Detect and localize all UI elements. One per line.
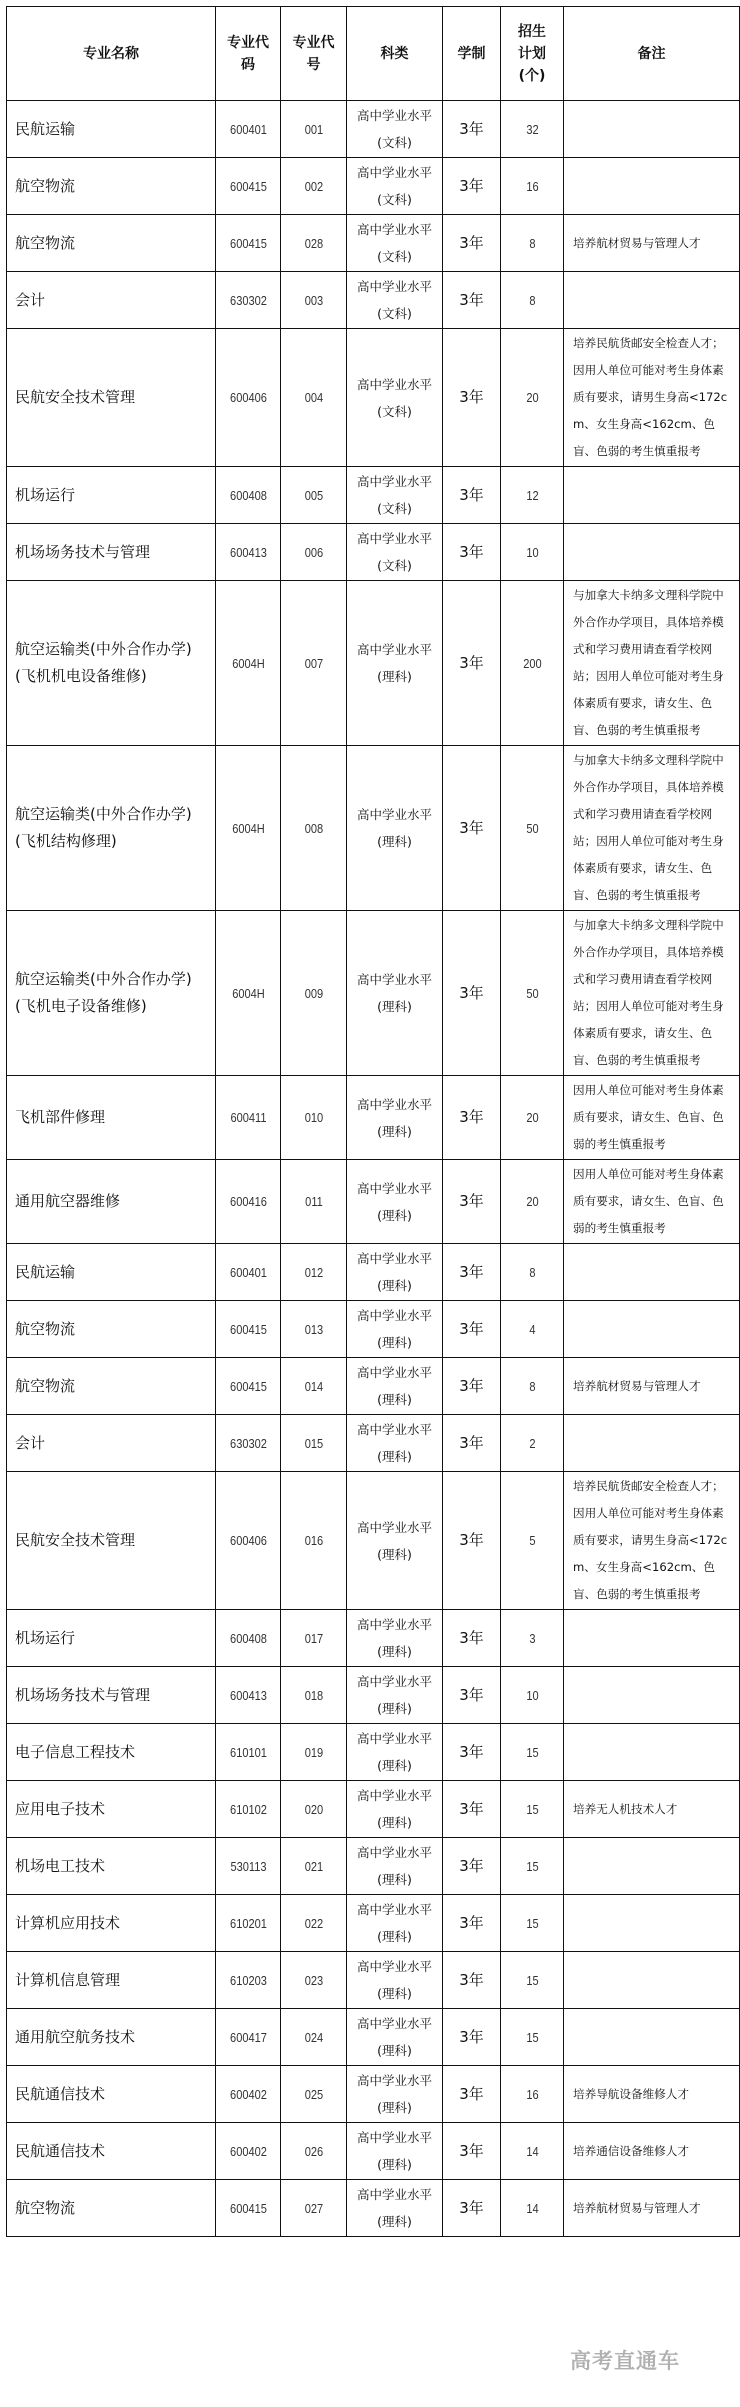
cell-category: 高中学业水平(理科) — [347, 1610, 443, 1667]
cell-duration: 3年 — [443, 1895, 501, 1952]
table-row — [7, 2009, 740, 2066]
cell-remark — [564, 101, 740, 158]
table-row — [7, 467, 740, 524]
cell-no: 019 — [285, 1724, 341, 1781]
table-row — [7, 1838, 740, 1895]
cell-duration: 3年 — [443, 467, 501, 524]
cell-duration: 3年 — [443, 2180, 501, 2237]
cell-name: 机场运行 — [7, 467, 216, 524]
cell-plan: 8 — [505, 215, 559, 272]
cell-remark — [564, 1724, 740, 1781]
cell-remark — [564, 1301, 740, 1358]
cell-no: 014 — [285, 1358, 341, 1415]
cell-no: 027 — [285, 2180, 341, 2237]
cell-code: 610101 — [220, 1724, 275, 1781]
cell-plan: 15 — [505, 1895, 559, 1952]
cell-name: 航空物流 — [7, 215, 216, 272]
cell-name: 航空物流 — [7, 1358, 216, 1415]
cell-remark — [564, 1667, 740, 1724]
cell-category: 高中学业水平(文科) — [347, 215, 443, 272]
cell-no: 006 — [285, 524, 341, 581]
table-row — [7, 215, 740, 272]
cell-plan: 10 — [505, 1667, 559, 1724]
cell-duration: 3年 — [443, 1076, 501, 1160]
cell-category: 高中学业水平(文科) — [347, 329, 443, 467]
cell-code: 600413 — [220, 1667, 275, 1724]
cell-duration: 3年 — [443, 215, 501, 272]
cell-plan: 20 — [505, 329, 559, 467]
cell-name: 航空物流 — [7, 2180, 216, 2237]
cell-category: 高中学业水平(文科) — [347, 101, 443, 158]
header-remark: 备注 — [564, 7, 740, 101]
cell-code: 600406 — [220, 1472, 275, 1610]
cell-duration: 3年 — [443, 158, 501, 215]
cell-plan: 8 — [505, 1244, 559, 1301]
cell-name: 通用航空器维修 — [7, 1160, 216, 1244]
cell-remark: 培养无人机技术人才 — [564, 1781, 740, 1838]
cell-remark — [564, 467, 740, 524]
cell-code: 600401 — [220, 1244, 275, 1301]
cell-duration: 3年 — [443, 1415, 501, 1472]
cell-category: 高中学业水平(理科) — [347, 1667, 443, 1724]
cell-no: 010 — [285, 1076, 341, 1160]
cell-code: 600417 — [220, 2009, 275, 2066]
cell-no: 008 — [285, 746, 341, 911]
cell-no: 007 — [285, 581, 341, 746]
cell-duration: 3年 — [443, 329, 501, 467]
cell-name: 会计 — [7, 1415, 216, 1472]
cell-remark: 培养导航设备维修人才 — [564, 2066, 740, 2123]
cell-code: 600402 — [220, 2066, 275, 2123]
cell-duration: 3年 — [443, 2066, 501, 2123]
table-row — [7, 329, 740, 467]
cell-no: 002 — [285, 158, 341, 215]
cell-duration: 3年 — [443, 1160, 501, 1244]
cell-name: 机场电工技术 — [7, 1838, 216, 1895]
header-row — [7, 7, 740, 101]
cell-code: 600415 — [220, 215, 275, 272]
cell-category: 高中学业水平(理科) — [347, 581, 443, 746]
cell-no: 020 — [285, 1781, 341, 1838]
cell-plan: 15 — [505, 1781, 559, 1838]
cell-remark: 与加拿大卡纳多文理科学院中外合作办学项目，具体培养模式和学习费用请查看学校网站；因用人单位可能对考生身体素质有要求，请女生、色盲、色弱的考生慎重报考 — [564, 911, 740, 1076]
cell-code: 600401 — [220, 101, 275, 158]
cell-name: 航空运输类(中外合作办学)(飞机电子设备维修) — [7, 911, 216, 1076]
cell-no: 012 — [285, 1244, 341, 1301]
table-row — [7, 911, 740, 1076]
cell-duration: 3年 — [443, 1472, 501, 1610]
table-row — [7, 2123, 740, 2180]
cell-no: 024 — [285, 2009, 341, 2066]
cell-category: 高中学业水平(理科) — [347, 2066, 443, 2123]
cell-no: 021 — [285, 1838, 341, 1895]
cell-code: 6004H — [220, 911, 275, 1076]
cell-no: 004 — [285, 329, 341, 467]
cell-duration: 3年 — [443, 1724, 501, 1781]
cell-category: 高中学业水平(文科) — [347, 524, 443, 581]
cell-name: 航空运输类(中外合作办学)(飞机结构修理) — [7, 746, 216, 911]
table-row — [7, 1952, 740, 2009]
cell-no: 009 — [285, 911, 341, 1076]
cell-no: 028 — [285, 215, 341, 272]
cell-name: 民航运输 — [7, 1244, 216, 1301]
table-row — [7, 1244, 740, 1301]
cell-code: 6004H — [220, 581, 275, 746]
cell-code: 610102 — [220, 1781, 275, 1838]
cell-no: 016 — [285, 1472, 341, 1610]
cell-name: 机场场务技术与管理 — [7, 524, 216, 581]
cell-remark — [564, 1952, 740, 2009]
cell-plan: 4 — [505, 1301, 559, 1358]
cell-category: 高中学业水平(理科) — [347, 1301, 443, 1358]
cell-no: 015 — [285, 1415, 341, 1472]
cell-plan: 8 — [505, 272, 559, 329]
cell-no: 005 — [285, 467, 341, 524]
cell-no: 022 — [285, 1895, 341, 1952]
cell-category: 高中学业水平(理科) — [347, 746, 443, 911]
cell-plan: 16 — [505, 158, 559, 215]
header-category: 科类 — [347, 7, 443, 101]
cell-name: 航空物流 — [7, 158, 216, 215]
cell-remark — [564, 2009, 740, 2066]
table-row — [7, 158, 740, 215]
cell-code: 6004H — [220, 746, 275, 911]
table-row — [7, 1472, 740, 1610]
cell-name: 航空运输类(中外合作办学)(飞机机电设备维修) — [7, 581, 216, 746]
cell-plan: 5 — [505, 1472, 559, 1610]
cell-category: 高中学业水平(文科) — [347, 158, 443, 215]
cell-plan: 14 — [505, 2123, 559, 2180]
cell-category: 高中学业水平(理科) — [347, 1358, 443, 1415]
table-row — [7, 1724, 740, 1781]
cell-category: 高中学业水平(理科) — [347, 1160, 443, 1244]
table-row — [7, 101, 740, 158]
cell-duration: 3年 — [443, 581, 501, 746]
cell-code: 600406 — [220, 329, 275, 467]
cell-code: 600402 — [220, 2123, 275, 2180]
table-row — [7, 2180, 740, 2237]
cell-code: 600413 — [220, 524, 275, 581]
cell-remark — [564, 272, 740, 329]
table-row — [7, 1301, 740, 1358]
cell-name: 民航安全技术管理 — [7, 329, 216, 467]
cell-plan: 15 — [505, 1838, 559, 1895]
cell-name: 民航运输 — [7, 101, 216, 158]
cell-category: 高中学业水平(理科) — [347, 2123, 443, 2180]
cell-plan: 3 — [505, 1610, 559, 1667]
cell-category: 高中学业水平(理科) — [347, 1244, 443, 1301]
cell-no: 001 — [285, 101, 341, 158]
cell-code: 600408 — [220, 1610, 275, 1667]
cell-category: 高中学业水平(理科) — [347, 1076, 443, 1160]
cell-plan: 15 — [505, 1952, 559, 2009]
cell-duration: 3年 — [443, 272, 501, 329]
cell-plan: 20 — [505, 1076, 559, 1160]
cell-name: 民航通信技术 — [7, 2066, 216, 2123]
cell-plan: 8 — [505, 1358, 559, 1415]
cell-no: 025 — [285, 2066, 341, 2123]
cell-code: 600415 — [220, 1358, 275, 1415]
cell-plan: 200 — [505, 581, 559, 746]
cell-category: 高中学业水平(文科) — [347, 467, 443, 524]
cell-duration: 3年 — [443, 524, 501, 581]
cell-name: 民航通信技术 — [7, 2123, 216, 2180]
table-row — [7, 1160, 740, 1244]
table-row — [7, 2066, 740, 2123]
table-row — [7, 1415, 740, 1472]
table-row — [7, 272, 740, 329]
cell-name: 计算机信息管理 — [7, 1952, 216, 2009]
cell-code: 600415 — [220, 158, 275, 215]
cell-remark: 与加拿大卡纳多文理科学院中外合作办学项目，具体培养模式和学习费用请查看学校网站；因用人单位可能对考生身体素质有要求，请女生、色盲、色弱的考生慎重报考 — [564, 746, 740, 911]
cell-plan: 10 — [505, 524, 559, 581]
cell-remark: 培养航材贸易与管理人才 — [564, 1358, 740, 1415]
cell-remark — [564, 524, 740, 581]
cell-code: 600408 — [220, 467, 275, 524]
cell-remark — [564, 1838, 740, 1895]
cell-duration: 3年 — [443, 1610, 501, 1667]
cell-category: 高中学业水平(理科) — [347, 2180, 443, 2237]
cell-code: 600416 — [220, 1160, 275, 1244]
cell-code: 530113 — [220, 1838, 275, 1895]
cell-code: 610201 — [220, 1895, 275, 1952]
cell-remark — [564, 1415, 740, 1472]
cell-remark: 培养民航货邮安全检查人才；因用人单位可能对考生身体素质有要求，请男生身高<172cm、女生身高<162cm、色盲、色弱的考生慎重报考 — [564, 329, 740, 467]
cell-remark — [564, 1895, 740, 1952]
cell-code: 610203 — [220, 1952, 275, 2009]
cell-no: 003 — [285, 272, 341, 329]
cell-duration: 3年 — [443, 1358, 501, 1415]
cell-duration: 3年 — [443, 1667, 501, 1724]
cell-name: 机场场务技术与管理 — [7, 1667, 216, 1724]
header-duration: 学制 — [443, 7, 501, 101]
table-row — [7, 1610, 740, 1667]
cell-name: 通用航空航务技术 — [7, 2009, 216, 2066]
cell-plan: 50 — [505, 911, 559, 1076]
cell-no: 013 — [285, 1301, 341, 1358]
cell-category: 高中学业水平(理科) — [347, 1952, 443, 2009]
table-row — [7, 1358, 740, 1415]
cell-plan: 50 — [505, 746, 559, 911]
cell-no: 011 — [285, 1160, 341, 1244]
cell-duration: 3年 — [443, 101, 501, 158]
table-row — [7, 746, 740, 911]
cell-category: 高中学业水平(文科) — [347, 272, 443, 329]
cell-name: 应用电子技术 — [7, 1781, 216, 1838]
cell-remark: 与加拿大卡纳多文理科学院中外合作办学项目，具体培养模式和学习费用请查看学校网站；因用人单位可能对考生身体素质有要求，请女生、色盲、色弱的考生慎重报考 — [564, 581, 740, 746]
cell-plan: 32 — [505, 101, 559, 158]
cell-no: 017 — [285, 1610, 341, 1667]
cell-code: 600415 — [220, 1301, 275, 1358]
cell-category: 高中学业水平(理科) — [347, 1781, 443, 1838]
cell-remark: 培养航材贸易与管理人才 — [564, 2180, 740, 2237]
table-row — [7, 1667, 740, 1724]
cell-category: 高中学业水平(理科) — [347, 1838, 443, 1895]
cell-code: 600415 — [220, 2180, 275, 2237]
cell-code: 630302 — [220, 272, 275, 329]
cell-plan: 12 — [505, 467, 559, 524]
cell-remark: 培养民航货邮安全检查人才；因用人单位可能对考生身体素质有要求，请男生身高<172cm、女生身高<162cm、色盲、色弱的考生慎重报考 — [564, 1472, 740, 1610]
cell-code: 630302 — [220, 1415, 275, 1472]
cell-name: 民航安全技术管理 — [7, 1472, 216, 1610]
cell-duration: 3年 — [443, 1244, 501, 1301]
header-name: 专业名称 — [7, 7, 216, 101]
cell-category: 高中学业水平(理科) — [347, 911, 443, 1076]
cell-plan: 15 — [505, 1724, 559, 1781]
header-code: 专业代码 — [216, 7, 281, 101]
cell-plan: 16 — [505, 2066, 559, 2123]
cell-no: 018 — [285, 1667, 341, 1724]
cell-name: 会计 — [7, 272, 216, 329]
cell-duration: 3年 — [443, 2123, 501, 2180]
table-row — [7, 581, 740, 746]
cell-duration: 3年 — [443, 911, 501, 1076]
cell-no: 026 — [285, 2123, 341, 2180]
cell-remark: 因用人单位可能对考生身体素质有要求，请女生、色盲、色弱的考生慎重报考 — [564, 1076, 740, 1160]
cell-remark — [564, 1244, 740, 1301]
cell-name: 飞机部件修理 — [7, 1076, 216, 1160]
cell-code: 600411 — [220, 1076, 275, 1160]
cell-name: 电子信息工程技术 — [7, 1724, 216, 1781]
cell-name: 计算机应用技术 — [7, 1895, 216, 1952]
cell-duration: 3年 — [443, 1781, 501, 1838]
cell-category: 高中学业水平(理科) — [347, 2009, 443, 2066]
cell-duration: 3年 — [443, 1838, 501, 1895]
table-row — [7, 524, 740, 581]
cell-remark — [564, 1610, 740, 1667]
cell-duration: 3年 — [443, 746, 501, 911]
enrollment-plan-table — [6, 6, 740, 2237]
cell-duration: 3年 — [443, 1952, 501, 2009]
cell-plan: 15 — [505, 2009, 559, 2066]
cell-name: 航空物流 — [7, 1301, 216, 1358]
cell-remark: 培养航材贸易与管理人才 — [564, 215, 740, 272]
header-no: 专业代号 — [281, 7, 347, 101]
table-row — [7, 1781, 740, 1838]
cell-plan: 2 — [505, 1415, 559, 1472]
cell-remark: 因用人单位可能对考生身体素质有要求，请女生、色盲、色弱的考生慎重报考 — [564, 1160, 740, 1244]
cell-duration: 3年 — [443, 2009, 501, 2066]
cell-name: 机场运行 — [7, 1610, 216, 1667]
cell-plan: 14 — [505, 2180, 559, 2237]
cell-no: 023 — [285, 1952, 341, 2009]
watermark: 高考直通车 — [570, 2349, 680, 2373]
cell-duration: 3年 — [443, 1301, 501, 1358]
cell-category: 高中学业水平(理科) — [347, 1472, 443, 1610]
cell-category: 高中学业水平(理科) — [347, 1415, 443, 1472]
header-plan: 招生计划(个) — [501, 7, 564, 101]
table-row — [7, 1076, 740, 1160]
cell-remark: 培养通信设备维修人才 — [564, 2123, 740, 2180]
cell-category: 高中学业水平(理科) — [347, 1724, 443, 1781]
cell-category: 高中学业水平(理科) — [347, 1895, 443, 1952]
table-row — [7, 1895, 740, 1952]
cell-remark — [564, 158, 740, 215]
cell-plan: 20 — [505, 1160, 559, 1244]
